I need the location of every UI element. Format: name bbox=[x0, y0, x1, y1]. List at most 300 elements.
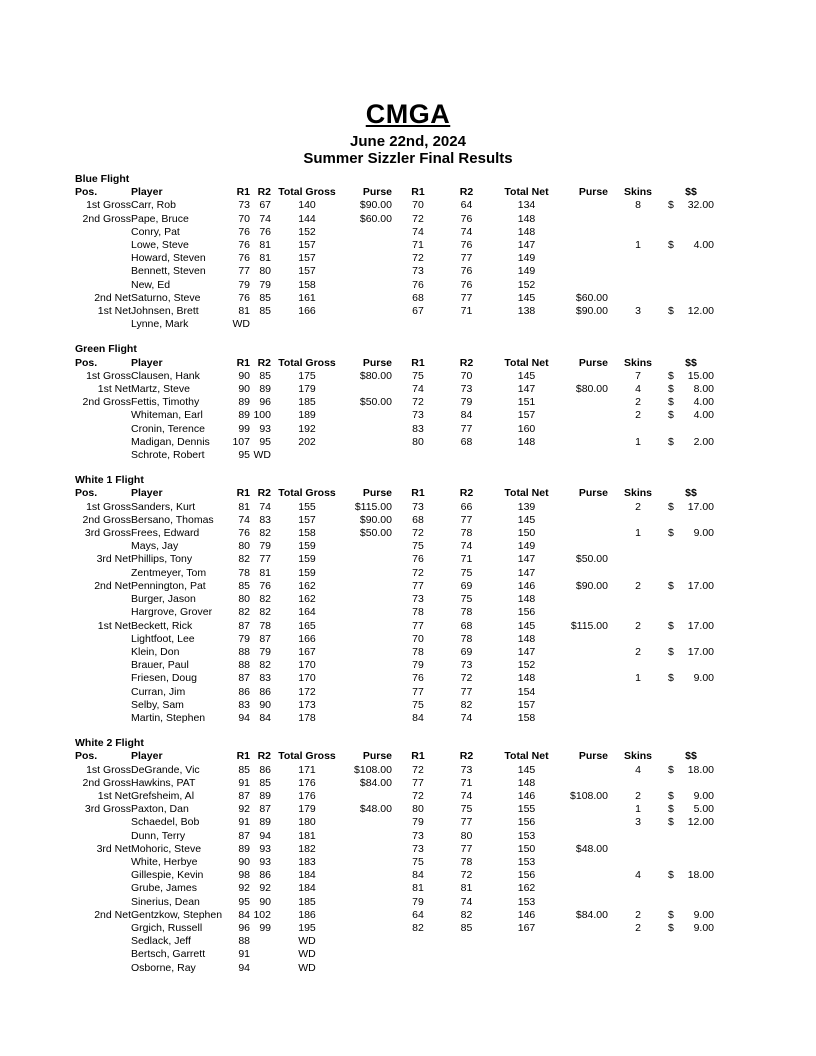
player-row bbox=[75, 449, 714, 462]
skins-cell: 4 bbox=[635, 869, 641, 882]
winnings-cell bbox=[686, 659, 714, 672]
col-header-skins: Skins bbox=[623, 487, 652, 500]
r2-gross-cell: 76 bbox=[259, 225, 271, 238]
total-gross-cell: 176 bbox=[298, 789, 316, 802]
r2-gross-cell: 89 bbox=[259, 789, 271, 802]
dollar-sign-cell bbox=[668, 279, 686, 292]
purse-gross-cell: $50.00 bbox=[359, 527, 392, 540]
r2-net-cell: 71 bbox=[460, 776, 473, 789]
total-net-cell: 147 bbox=[517, 566, 536, 579]
player-cell: Gillespie, Kevin bbox=[131, 869, 204, 882]
flight-section bbox=[75, 173, 816, 331]
total-net-cell: 148 bbox=[517, 672, 536, 685]
total-gross-cell: 170 bbox=[298, 672, 316, 685]
total-net-cell: 157 bbox=[517, 409, 536, 422]
flight-title: White 2 Flight bbox=[75, 737, 144, 750]
r1-gross-cell: 90 bbox=[238, 369, 250, 382]
r1-gross-cell: 95 bbox=[238, 895, 250, 908]
skins-cell bbox=[608, 265, 668, 278]
winnings-cell bbox=[686, 292, 714, 305]
player-cell: Frees, Edward bbox=[131, 527, 200, 540]
skins-cell bbox=[608, 292, 668, 305]
r2-gross-cell: 74 bbox=[259, 212, 271, 225]
dollar-sign-cell bbox=[668, 856, 686, 869]
purse-net-cell: $80.00 bbox=[575, 383, 608, 396]
r1-gross-cell: 90 bbox=[238, 855, 250, 868]
total-net-cell: 148 bbox=[517, 435, 536, 448]
r1-gross-cell: 91 bbox=[238, 776, 250, 789]
total-gross-cell: 192 bbox=[298, 422, 316, 435]
r2-net-cell: 69 bbox=[460, 645, 473, 658]
results-table bbox=[75, 357, 714, 463]
purse-gross-cell bbox=[343, 686, 392, 699]
total-gross-cell: 170 bbox=[298, 659, 316, 672]
purse-net-cell bbox=[564, 922, 608, 935]
player-row bbox=[75, 686, 714, 699]
r2-gross-cell: 90 bbox=[259, 895, 271, 908]
purse-gross-cell: $50.00 bbox=[359, 396, 392, 409]
col-header-total-gross: Total Gross bbox=[278, 487, 336, 500]
purse-net-cell bbox=[564, 856, 608, 869]
r1-net-cell: 76 bbox=[412, 278, 424, 291]
r1-gross-cell: 81 bbox=[238, 305, 250, 318]
total-gross-cell: 158 bbox=[298, 527, 316, 540]
player-cell: New, Ed bbox=[131, 278, 171, 291]
skins-cell bbox=[608, 830, 668, 843]
purse-gross-cell: $108.00 bbox=[354, 763, 392, 776]
r1-net-cell: 76 bbox=[412, 672, 424, 685]
r1-gross-cell: 87 bbox=[238, 619, 250, 632]
total-gross-cell: 185 bbox=[298, 895, 316, 908]
player-cell: Grefsheim, Al bbox=[131, 789, 195, 802]
r2-net-cell bbox=[444, 318, 489, 331]
total-net-cell: 148 bbox=[517, 593, 536, 606]
skins-cell: 3 bbox=[635, 816, 641, 829]
r1-net-cell: 82 bbox=[412, 921, 424, 934]
col-header-purse-net: Purse bbox=[578, 186, 608, 199]
r1-gross-cell: 80 bbox=[238, 540, 250, 553]
player-row bbox=[75, 252, 714, 265]
player-row bbox=[75, 423, 714, 436]
purse-gross-cell bbox=[343, 593, 392, 606]
purse-gross-cell bbox=[343, 909, 392, 922]
total-net-cell: 156 bbox=[517, 606, 536, 619]
total-net-cell: 147 bbox=[517, 239, 536, 252]
winnings-cell bbox=[686, 896, 714, 909]
total-gross-cell: 175 bbox=[298, 369, 316, 382]
r1-net-cell: 79 bbox=[412, 659, 424, 672]
r2-net-cell: 76 bbox=[460, 212, 473, 225]
pos-cell bbox=[75, 830, 131, 843]
r2-net-cell bbox=[444, 948, 489, 961]
player-cell: Lowe, Steve bbox=[131, 239, 189, 252]
player-cell: Mays, Jay bbox=[131, 540, 179, 553]
r2-net-cell: 81 bbox=[460, 882, 473, 895]
dollar-sign-cell bbox=[668, 633, 686, 646]
skins-cell bbox=[608, 686, 668, 699]
winnings-cell: 17.00 bbox=[687, 619, 714, 632]
dollar-sign-cell bbox=[668, 606, 686, 619]
r2-gross-cell: 100 bbox=[253, 409, 271, 422]
r1-gross-cell: 84 bbox=[238, 908, 250, 921]
purse-gross-cell: $90.00 bbox=[359, 199, 392, 212]
skins-cell: 2 bbox=[635, 500, 641, 513]
r2-gross-cell: 102 bbox=[253, 908, 271, 921]
r1-net-cell: 68 bbox=[412, 291, 424, 304]
total-net-cell: 134 bbox=[517, 199, 536, 212]
r1-net-cell bbox=[392, 962, 444, 975]
total-gross-cell: 189 bbox=[298, 409, 316, 422]
skins-cell bbox=[608, 856, 668, 869]
r2-net-cell: 73 bbox=[460, 763, 473, 776]
pos-cell: 1st Net bbox=[97, 383, 131, 396]
dollar-sign-cell: $ bbox=[668, 763, 674, 776]
flight-title: Blue Flight bbox=[75, 173, 130, 185]
r2-net-cell: 82 bbox=[460, 698, 473, 711]
dollar-sign-cell bbox=[668, 699, 686, 712]
dollar-sign-cell bbox=[668, 948, 686, 961]
total-net-cell: 156 bbox=[517, 869, 536, 882]
r1-gross-cell: 98 bbox=[238, 869, 250, 882]
player-cell: Cronin, Terence bbox=[131, 422, 205, 435]
col-header-r2-net: R2 bbox=[459, 356, 474, 369]
total-gross-cell: 186 bbox=[298, 908, 316, 921]
purse-net-cell bbox=[564, 370, 608, 383]
skins-cell: 1 bbox=[635, 239, 641, 252]
r2-gross-cell: 86 bbox=[259, 869, 271, 882]
skins-cell: 3 bbox=[635, 305, 641, 318]
winnings-cell: 9.00 bbox=[693, 672, 714, 685]
purse-gross-cell bbox=[343, 305, 392, 318]
r2-gross-cell: 83 bbox=[259, 513, 271, 526]
total-gross-cell: 152 bbox=[298, 225, 316, 238]
player-row bbox=[75, 935, 714, 948]
pos-cell: 1st Gross bbox=[86, 500, 131, 513]
total-net-cell bbox=[489, 449, 564, 462]
winnings-cell bbox=[686, 856, 714, 869]
pos-cell bbox=[75, 856, 131, 869]
total-net-cell: 145 bbox=[517, 291, 536, 304]
pos-cell bbox=[75, 646, 131, 659]
dollar-sign-cell: $ bbox=[668, 672, 674, 685]
purse-gross-cell bbox=[343, 567, 392, 580]
total-net-cell: 147 bbox=[517, 553, 536, 566]
purse-net-cell bbox=[564, 699, 608, 712]
total-net-cell: 153 bbox=[517, 895, 536, 908]
player-cell: Hargrove, Grover bbox=[131, 606, 213, 619]
r1-net-cell: 73 bbox=[412, 500, 424, 513]
r1-net-cell: 73 bbox=[412, 842, 424, 855]
dollar-sign-cell: $ bbox=[668, 619, 674, 632]
pos-cell bbox=[75, 896, 131, 909]
player-row bbox=[75, 790, 714, 803]
purse-gross-cell bbox=[343, 226, 392, 239]
dollar-sign-cell: $ bbox=[668, 789, 674, 802]
col-header-money: $$ bbox=[685, 750, 697, 763]
col-header-r1-gross: R1 bbox=[236, 186, 250, 199]
skins-cell bbox=[608, 318, 668, 331]
r1-net-cell: 73 bbox=[412, 409, 424, 422]
skins-cell bbox=[608, 659, 668, 672]
pos-cell: 2nd Gross bbox=[82, 212, 131, 225]
r1-gross-cell: 76 bbox=[238, 291, 250, 304]
player-row bbox=[75, 318, 714, 331]
total-net-cell: 148 bbox=[517, 225, 536, 238]
r1-net-cell: 71 bbox=[412, 239, 424, 252]
winnings-cell bbox=[686, 226, 714, 239]
dollar-sign-cell bbox=[668, 226, 686, 239]
pos-cell bbox=[75, 226, 131, 239]
purse-gross-cell bbox=[343, 606, 392, 619]
purse-gross-cell bbox=[343, 712, 392, 725]
r1-gross-cell: 74 bbox=[238, 513, 250, 526]
r1-gross-cell: 82 bbox=[238, 606, 250, 619]
purse-net-cell bbox=[564, 449, 608, 462]
player-row bbox=[75, 409, 714, 422]
pos-cell: 1st Net bbox=[97, 789, 131, 802]
winnings-cell bbox=[686, 962, 714, 975]
r2-net-cell: 74 bbox=[460, 540, 473, 553]
skins-cell: 2 bbox=[635, 579, 641, 592]
total-net-cell: 138 bbox=[517, 305, 536, 318]
total-net-cell: 155 bbox=[517, 803, 536, 816]
skins-cell bbox=[608, 423, 668, 436]
player-cell: Conry, Pat bbox=[131, 225, 180, 238]
player-row bbox=[75, 633, 714, 646]
r2-gross-cell: 81 bbox=[259, 566, 271, 579]
skins-cell bbox=[608, 514, 668, 527]
total-net-cell: 152 bbox=[517, 659, 536, 672]
player-cell: Selby, Sam bbox=[131, 698, 184, 711]
total-gross-cell: 173 bbox=[298, 698, 316, 711]
r1-gross-cell: 88 bbox=[238, 645, 250, 658]
pos-cell: 3rd Gross bbox=[84, 527, 131, 540]
r1-net-cell: 80 bbox=[412, 803, 424, 816]
r1-gross-cell: 85 bbox=[238, 763, 250, 776]
pos-cell: 2nd Net bbox=[94, 291, 131, 304]
r1-gross-cell: 89 bbox=[238, 842, 250, 855]
r1-gross-cell: 86 bbox=[238, 685, 250, 698]
r1-gross-cell: 78 bbox=[238, 566, 250, 579]
col-header-r2-gross: R2 bbox=[257, 750, 271, 763]
purse-gross-cell bbox=[343, 830, 392, 843]
dollar-sign-cell: $ bbox=[668, 527, 674, 540]
total-net-cell: 150 bbox=[517, 842, 536, 855]
total-gross-cell: 140 bbox=[298, 199, 316, 212]
skins-cell: 7 bbox=[635, 369, 641, 382]
player-row bbox=[75, 501, 714, 514]
player-row bbox=[75, 514, 714, 527]
winnings-cell bbox=[686, 553, 714, 566]
r2-gross-cell: 77 bbox=[259, 553, 271, 566]
winnings-cell: 12.00 bbox=[687, 816, 714, 829]
purse-net-cell bbox=[564, 816, 608, 829]
player-row bbox=[75, 593, 714, 606]
r2-gross-cell: 80 bbox=[259, 265, 271, 278]
total-net-cell: 145 bbox=[517, 763, 536, 776]
skins-cell: 1 bbox=[635, 672, 641, 685]
player-cell: Bertsch, Garrett bbox=[131, 948, 206, 961]
purse-net-cell bbox=[564, 830, 608, 843]
r1-net-cell: 74 bbox=[412, 383, 424, 396]
r1-net-cell: 72 bbox=[412, 396, 424, 409]
player-cell: Bennett, Steven bbox=[131, 265, 206, 278]
r2-net-cell: 64 bbox=[460, 199, 473, 212]
dollar-sign-cell bbox=[668, 962, 686, 975]
purse-net-cell bbox=[564, 279, 608, 292]
r1-net-cell: 74 bbox=[412, 225, 424, 238]
purse-gross-cell bbox=[343, 856, 392, 869]
winnings-cell: 32.00 bbox=[687, 199, 714, 212]
skins-cell: 2 bbox=[635, 908, 641, 921]
purse-net-cell bbox=[564, 213, 608, 226]
player-row bbox=[75, 948, 714, 961]
r2-net-cell: 73 bbox=[460, 659, 473, 672]
col-header-pos: Pos. bbox=[75, 356, 98, 369]
winnings-cell bbox=[686, 830, 714, 843]
purse-net-cell bbox=[564, 869, 608, 882]
col-header-r2-net: R2 bbox=[459, 750, 474, 763]
r2-net-cell: 76 bbox=[460, 278, 473, 291]
purse-net-cell: $90.00 bbox=[575, 579, 608, 592]
purse-net-cell bbox=[564, 633, 608, 646]
skins-cell: 4 bbox=[635, 763, 641, 776]
purse-gross-cell bbox=[343, 265, 392, 278]
winnings-cell bbox=[686, 633, 714, 646]
player-cell: Lightfoot, Lee bbox=[131, 632, 195, 645]
col-header-purse-net: Purse bbox=[578, 487, 608, 500]
pos-cell bbox=[75, 882, 131, 895]
purse-net-cell bbox=[564, 527, 608, 540]
purse-net-cell bbox=[564, 514, 608, 527]
table-header-row bbox=[75, 750, 714, 763]
player-row bbox=[75, 909, 714, 922]
purse-gross-cell bbox=[343, 816, 392, 829]
skins-cell bbox=[608, 593, 668, 606]
purse-gross-cell bbox=[343, 436, 392, 449]
r1-net-cell: 70 bbox=[412, 199, 424, 212]
purse-gross-cell bbox=[343, 409, 392, 422]
col-header-pos: Pos. bbox=[75, 487, 98, 500]
pos-cell bbox=[75, 672, 131, 685]
total-gross-cell: 155 bbox=[298, 500, 316, 513]
r2-net-cell: 77 bbox=[460, 816, 473, 829]
pos-cell: 2nd Gross bbox=[82, 776, 131, 789]
col-header-r1-net: R1 bbox=[411, 186, 425, 199]
player-cell: Saturno, Steve bbox=[131, 291, 201, 304]
pos-cell bbox=[75, 540, 131, 553]
r2-net-cell: 80 bbox=[460, 829, 473, 842]
skins-cell: 4 bbox=[635, 383, 641, 396]
r1-net-cell: 79 bbox=[412, 895, 424, 908]
total-gross-cell: 185 bbox=[298, 396, 316, 409]
col-header-money: $$ bbox=[685, 356, 697, 369]
purse-net-cell bbox=[564, 686, 608, 699]
player-row bbox=[75, 672, 714, 685]
r1-gross-cell: 94 bbox=[238, 711, 250, 724]
total-net-cell: 147 bbox=[517, 645, 536, 658]
r1-net-cell bbox=[392, 449, 444, 462]
r2-net-cell: 77 bbox=[460, 291, 473, 304]
player-cell: White, Herbye bbox=[131, 855, 198, 868]
player-cell: Sanders, Kurt bbox=[131, 500, 196, 513]
player-row bbox=[75, 279, 714, 292]
col-header-purse-gross: Purse bbox=[362, 750, 392, 763]
player-cell: Carr, Rob bbox=[131, 199, 176, 212]
r2-gross-cell: 81 bbox=[259, 239, 271, 252]
player-cell: Schrote, Robert bbox=[131, 449, 205, 462]
player-cell: Friesen, Doug bbox=[131, 672, 197, 685]
r1-gross-cell: 89 bbox=[238, 409, 250, 422]
r2-gross-cell: 85 bbox=[259, 369, 271, 382]
skins-cell bbox=[608, 279, 668, 292]
purse-gross-cell: $90.00 bbox=[359, 513, 392, 526]
col-header-purse-net: Purse bbox=[578, 750, 608, 763]
total-net-cell: 152 bbox=[517, 278, 536, 291]
pos-cell bbox=[75, 318, 131, 331]
r2-gross-cell: 79 bbox=[259, 645, 271, 658]
r2-net-cell: 72 bbox=[460, 672, 473, 685]
r2-gross-cell: 81 bbox=[259, 252, 271, 265]
col-header-player: Player bbox=[131, 186, 163, 199]
player-cell: Lynne, Mark bbox=[131, 318, 189, 331]
col-header-skins: Skins bbox=[623, 750, 652, 763]
pos-cell bbox=[75, 922, 131, 935]
skins-cell: 1 bbox=[635, 527, 641, 540]
r1-net-cell bbox=[392, 318, 444, 331]
winnings-cell bbox=[686, 882, 714, 895]
dollar-sign-cell: $ bbox=[668, 908, 674, 921]
total-net-cell: 145 bbox=[517, 369, 536, 382]
col-header-r2-net: R2 bbox=[459, 186, 474, 199]
total-gross-cell: 172 bbox=[298, 685, 316, 698]
pos-cell bbox=[75, 593, 131, 606]
dollar-sign-cell bbox=[668, 514, 686, 527]
purse-net-cell: $48.00 bbox=[575, 842, 608, 855]
col-header-purse-net: Purse bbox=[578, 356, 608, 369]
skins-cell: 1 bbox=[635, 435, 641, 448]
total-gross-cell: 184 bbox=[298, 869, 316, 882]
purse-net-cell bbox=[564, 803, 608, 816]
col-header-skins: Skins bbox=[623, 186, 652, 199]
event-date: June 22nd, 2024 bbox=[350, 133, 466, 150]
skins-cell: 2 bbox=[635, 645, 641, 658]
r1-gross-cell: 76 bbox=[238, 527, 250, 540]
purse-net-cell bbox=[564, 567, 608, 580]
col-header-r2-gross: R2 bbox=[257, 356, 271, 369]
player-row bbox=[75, 699, 714, 712]
player-row bbox=[75, 213, 714, 226]
r2-gross-cell: 85 bbox=[259, 305, 271, 318]
pos-cell bbox=[75, 869, 131, 882]
player-cell: Howard, Steven bbox=[131, 252, 206, 265]
flight-section bbox=[75, 737, 816, 975]
skins-cell: 8 bbox=[635, 199, 641, 212]
r2-gross-cell: 89 bbox=[259, 383, 271, 396]
total-net-cell: 145 bbox=[517, 619, 536, 632]
purse-gross-cell bbox=[343, 580, 392, 593]
results-table bbox=[75, 487, 714, 725]
flight-section bbox=[75, 343, 816, 462]
purse-gross-cell: $80.00 bbox=[359, 369, 392, 382]
player-row bbox=[75, 843, 714, 856]
player-cell: Schaedel, Bob bbox=[131, 816, 200, 829]
r2-net-cell: 74 bbox=[460, 225, 473, 238]
total-net-cell bbox=[489, 962, 564, 975]
winnings-cell: 15.00 bbox=[687, 369, 714, 382]
purse-gross-cell bbox=[343, 699, 392, 712]
r2-net-cell: 77 bbox=[460, 252, 473, 265]
